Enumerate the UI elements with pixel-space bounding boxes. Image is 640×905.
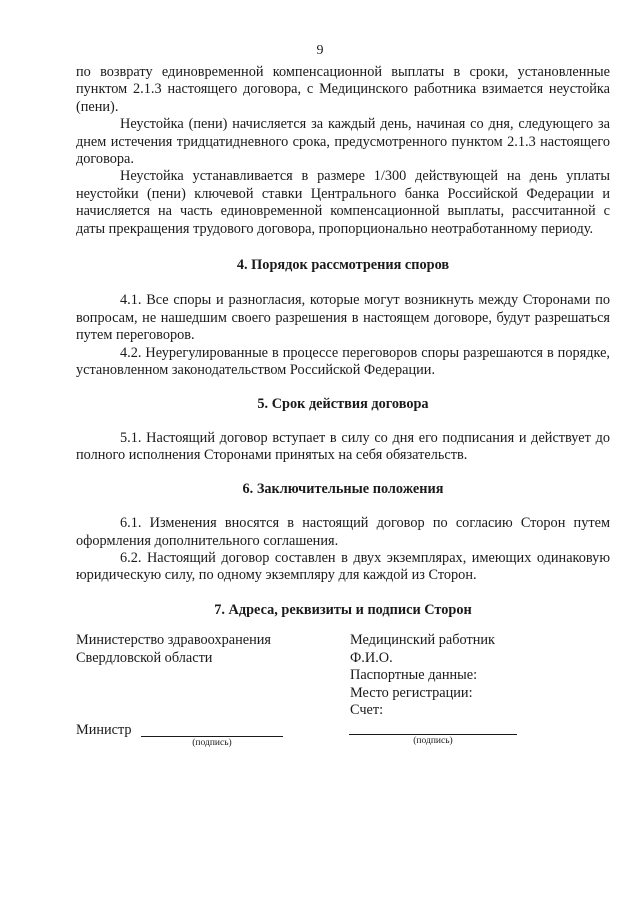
worker-signature-block	[349, 726, 519, 752]
clause-6-1: 6.1. Изменения вносятся в настоящий договор по согласию Сторон путем оформления дополнительного соглашения.	[76, 515, 610, 549]
clause-5-1: 5.1. Настоящий договор вступает в силу со дня его подписания и действует до полного исполнения Сторонами принятых на себя обязательств.	[76, 429, 610, 464]
section-7-heading: 7. Адреса, реквизиты и подписи Сторон	[214, 601, 472, 618]
clause-4-2: 4.2. Неурегулированные в процессе переговоров споры разрешаются в порядке, установленном законодательством Российской Федерации.	[76, 344, 610, 379]
account-label: Счет:	[350, 702, 384, 719]
minister-signature-block	[76, 722, 286, 752]
ministry-name-line-1: Министерство здравоохранения	[76, 632, 271, 648]
ministry-party	[76, 632, 326, 667]
penalty-paragraph-2: Неустойка (пени) начисляется за каждый день, начиная со дня, следующего за днем истечения тридцатидневного срока, предусмотренного пунктом 2.1.3 настоящего договора.	[76, 116, 610, 168]
penalty-paragraph-3: Неустойка устанавливается в размере 1/300 действующей на день уплаты неустойки (пени) ключевой ставки Центрального банка Российской Федерации и начисляется на часть единовременной компенсационной выплаты, рассчитанной с даты прекращения трудового договора, пропорционально неотработанному периоду.	[76, 168, 610, 237]
penalty-paragraph-1: по возврату единовременной компенсационной выплаты в сроки, установленные пунктом 2.1.3 настоящего договора, с Медицинского работника взимается неустойка (пени).	[76, 64, 610, 115]
ministry-name-line-2: Свердловской области	[76, 649, 213, 666]
clause-6-2: 6.2. Настоящий договор составлен в двух экземплярах, имеющих одинаковую юридическую силу, по одному экземпляру для каждой из Сторон.	[76, 549, 610, 584]
minister-label: Министр	[76, 722, 132, 738]
full-name-label: Ф.И.О.	[350, 649, 393, 666]
minister-signature-line	[141, 736, 283, 737]
section-5-heading: 5. Срок действия договора	[257, 395, 429, 412]
worker-signature-line	[349, 734, 517, 735]
clause-4-1: 4.1. Все споры и разногласия, которые могут возникнуть между Сторонами по вопросам, не нашедшим своего разрешения в настоящем договоре, будут разрешаться путем переговоров.	[76, 292, 610, 344]
page-number: 9	[316, 43, 324, 58]
registration-label: Место регистрации:	[350, 684, 473, 701]
passport-label: Паспортные данные:	[350, 667, 478, 684]
section-4-heading: 4. Порядок рассмотрения споров	[236, 257, 450, 274]
section-6-heading: 6. Заключительные положения	[242, 480, 444, 497]
worker-signature-caption: (подпись)	[413, 736, 453, 746]
minister-signature-caption: (подпись)	[192, 738, 232, 748]
medical-worker-party	[350, 632, 616, 720]
medical-worker-title: Медицинский работник	[350, 632, 495, 648]
document-body	[76, 64, 610, 637]
